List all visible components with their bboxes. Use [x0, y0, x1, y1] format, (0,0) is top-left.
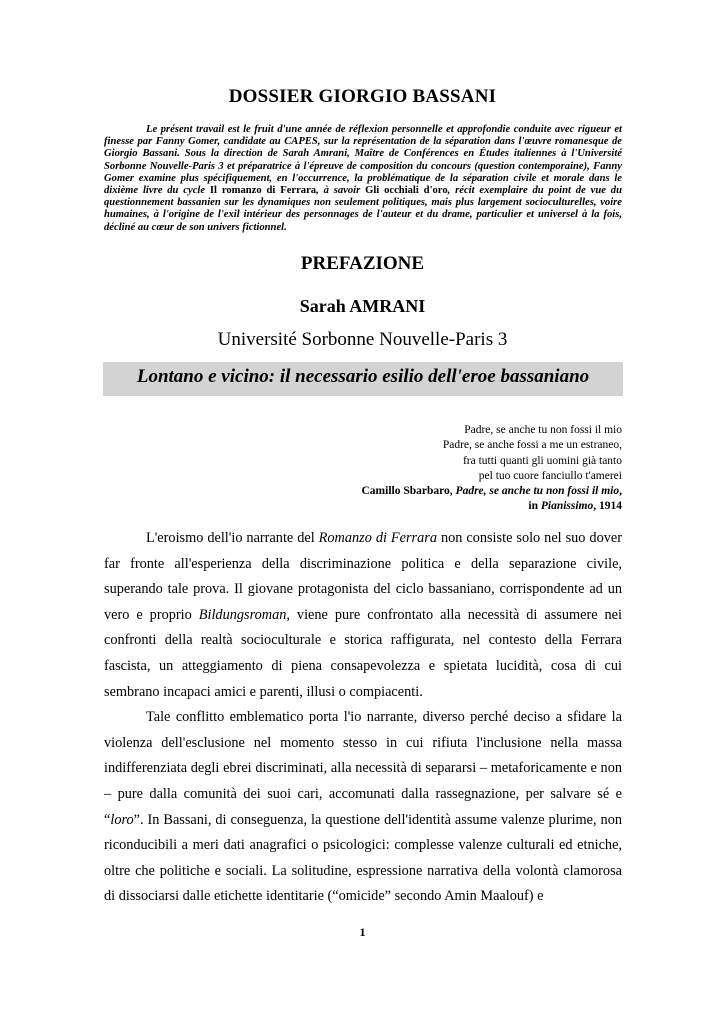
section-title: PREFAZIONE: [300, 253, 425, 274]
paragraph-text: non consiste solo nel suo dover far fronte all'esperienza della discriminazione politica e della separazione civile, superando tale prova. Il giovane protagonista del ciclo bassaniano, corrispondente ad un vero e proprio: [104, 530, 622, 623]
abstract-text-part3: , récit exemplaire du point de vue du questionnement bassanien sur les dynamiques non seulement politiques, mais plus largement socioculturelles, voire humaines, à l'origine de l'exil intérieur des personnages de l'auteur et du drame, particulier et universel à la fois, décliné au cœur de son univers fictionnel.: [104, 185, 622, 233]
article-subtitle-banner: [103, 362, 623, 396]
article-subtitle: Lontano e vicino: il necessario esilio dell'eroe bassaniano: [136, 366, 590, 387]
source-book-title: Pianissimo: [540, 500, 594, 513]
abstract-work-title-2: Gli occhiali d'oro: [365, 185, 448, 197]
dossier-title: DOSSIER GIORGIO BASSANI: [228, 86, 497, 107]
abstract-work-title-1: Il romanzo di Ferrara: [209, 185, 317, 197]
abstract-paragraph: [104, 124, 622, 234]
citation-separator: ,: [619, 485, 622, 498]
abstract-text-part2: , à savoir: [316, 185, 366, 197]
paragraph-text: Tale conflitto emblematico porta l'io narrante, diverso perché deciso a sfidare la violenza dell'esclusione nel momento stesso in cui rifiuta l'inclusione nella massa indifferenziata degli ebrei discriminati, alla necessità di separarsi – metaforicamente e non – pure dalla comunità dei suoi cari, accomunati dalla rassegnazione, per salvare sé e “: [104, 709, 622, 828]
body-paragraph-1: [104, 526, 622, 705]
source-year: , 1914: [593, 500, 622, 513]
paragraph-text: , viene pure confrontato alla necessità di assumere nei confronti della realtà socioculturale e storica raffigurata, nel contesto della Ferrara fascista, un atteggiamento di piena consapevolezza e spietata lucidità, cosa di cui sembrano incapaci amici e parenti, illusi o compiacenti.: [104, 606, 623, 700]
source-prefix: in: [528, 500, 541, 513]
epigraph-line: fra tutti quanti gli uomini già tanto: [462, 454, 622, 467]
author-affiliation: Université Sorbonne Nouvelle-Paris 3: [217, 329, 508, 350]
citation-author: Camillo Sbarbaro,: [361, 485, 456, 498]
citation-poem-title: Padre, se anche tu non fossi il mio: [455, 485, 620, 498]
epigraph-source: [202, 499, 622, 514]
epigraph-line: Padre, se anche fossi a me un estraneo,: [442, 439, 622, 452]
body-text: [104, 526, 622, 910]
paragraph-text: ”. In Bassani, di conseguenza, la questione dell'identità assume valenze plurime, non riconducibili a meri dati anagrafici o psicologici: complesse valenze culturali ed etniche, oltre che politiche e sociali. La solitudine, espressione narrativa della volontà clamorosa di dissociarsi dalle etichette identitarie (“omicide” secondo Amin Maalouf) e: [104, 811, 622, 905]
page-number: 1: [359, 925, 366, 939]
epigraph-line: pel tuo cuore fanciullo t'amerei: [478, 469, 622, 482]
abstract-text-part1: Le présent travail est le fruit d'une année de réflexion personnelle et approfondie conduite avec rigueur et finesse par Fanny Gomer, candidate au CAPES, sur la représentation de la séparation dans l'œuvre romanesque de Giorgio Bassani. Sous la direction de Sarah Amrani, Maître de Conférences en Études italiennes à l'Université Sorbonne Nouvelle-Paris 3 et préparatrice à l'épreuve de composition du concours (question contemporaine), Fanny Gomer examine plus spécifiquement, en l'occurrence, la problématique de la séparation civile et morale dans le dixième livre du cycle: [104, 124, 622, 197]
paragraph-italic: Bildungsroman: [198, 606, 287, 623]
paragraph-italic: loro: [110, 811, 134, 828]
epigraph: [202, 423, 622, 515]
paragraph-italic: Romanzo di Ferrara: [318, 530, 437, 546]
epigraph-citation: [202, 484, 622, 499]
paragraph-text: L'eroismo dell'io narrante del: [146, 530, 319, 546]
body-paragraph-2: [104, 705, 622, 910]
epigraph-line: Padre, se anche tu non fossi il mio: [464, 424, 622, 436]
author-name: Sarah AMRANI: [299, 296, 426, 316]
